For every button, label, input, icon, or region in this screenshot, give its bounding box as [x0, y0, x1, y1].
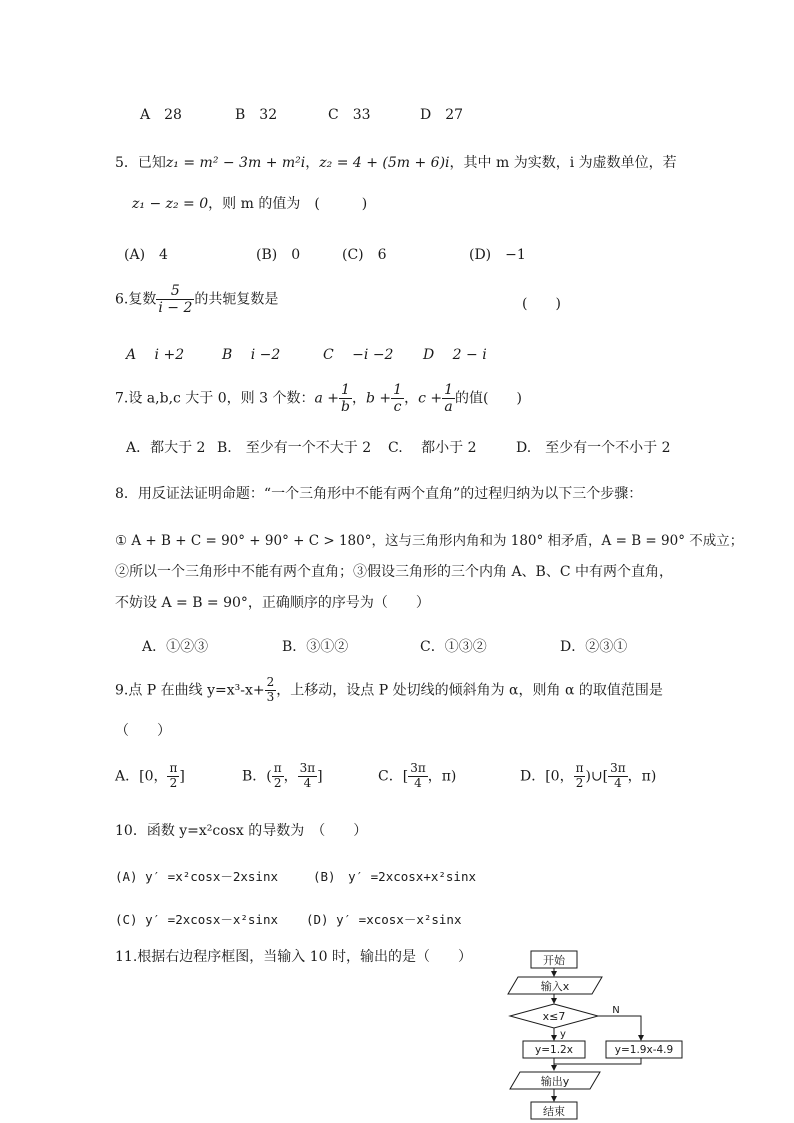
q7-term-a: a +	[314, 390, 340, 407]
flow-end-label: 结束	[543, 1105, 565, 1118]
q9-option-d	[520, 762, 656, 791]
q6-options	[0, 344, 794, 364]
q5-option-c: (C) 6	[342, 247, 387, 263]
q7-term-c: c +	[418, 390, 443, 407]
q9-option-a-frac-den: 2	[169, 775, 178, 790]
q7-frac-a	[339, 382, 352, 415]
q8-line1: ① A + B + C = 90° + 90° + C > 180°，这与三角形内角和为 180° 相矛盾，A = B = 90° 不成立；	[115, 533, 744, 549]
q5-z1: z₁ = m² − 3m + m²i	[165, 155, 306, 171]
q7-option-a: A．都大于 2	[126, 440, 206, 456]
q9-option-b-frac2-num: 3π	[299, 761, 316, 775]
q5-option-d: (D) −1	[469, 247, 526, 263]
q5-text-mid: ，其中 m 为实数，i 为虚数单位，若	[449, 155, 677, 171]
q9-option-d-union: )∪[	[585, 768, 609, 785]
q6-option-b: B i −2	[222, 347, 281, 363]
q7-stem: 7.设 a,b,c 大于 0，则 3 个数：a + $\frac{1}{b}$ ，b + $\frac{1}{c}$ ，c + $\frac{1}{a}$ 的值( )	[115, 382, 522, 416]
q9-option-d-frac2	[608, 762, 628, 791]
q9-option-b-open: B．(	[242, 768, 272, 785]
q5-condition-line	[132, 193, 367, 213]
q9-option-c-frac	[408, 762, 428, 791]
flow-right-process-label: y=1.9x-4.9	[614, 1044, 674, 1056]
q8-options	[0, 636, 794, 656]
q10-stem: 10．函数 y=x²cosx 的导数为 （ ）	[115, 823, 368, 839]
q7-option-c: C. 都小于 2	[388, 440, 477, 456]
flow-yes-label: y	[560, 1029, 566, 1040]
q11-stem: 11.根据右边程序框图，当输入 10 时，输出的是（ ）	[115, 949, 472, 965]
q4-option-c: C 33	[328, 107, 371, 123]
flow-condition-label: x≤7	[542, 1010, 566, 1023]
q9-option-d-frac2-den: 4	[614, 775, 622, 790]
flow-input-label: 输入x	[540, 980, 570, 993]
q9-option-d-frac2-num: 3π	[610, 761, 626, 775]
q9-option-a-close: ]	[179, 768, 185, 785]
q10-option-b: (B) y′ =2xcosx+x²sinx	[313, 869, 477, 884]
q9-option-a-frac-num: π	[169, 761, 178, 775]
q9-option-d-close: ，π)	[627, 768, 657, 785]
q9-paren: （ ）	[115, 723, 171, 739]
q7-frac-c-num: 1	[444, 382, 454, 398]
q9-option-a-frac	[167, 762, 179, 791]
q6-paren: ( )	[522, 296, 561, 312]
q5-text-end: ，则 m 的值为 ( )	[208, 196, 368, 212]
q9-option-d-open: D．[0，	[520, 768, 574, 785]
q4-option-d: D 27	[420, 107, 464, 123]
q5-prefix: 5．已知	[115, 155, 166, 171]
q5-option-a: (A) 4	[124, 247, 168, 263]
q9-option-c-close: ，π)	[427, 768, 457, 785]
q8-option-b: B．③①②	[282, 639, 349, 655]
q7-frac-c	[442, 382, 455, 415]
q9-option-b-frac2-den: 4	[303, 775, 312, 790]
q4-option-a: A 28	[140, 107, 182, 123]
q7-suffix: 的值( )	[455, 390, 522, 407]
flow-start-label: 开始	[543, 954, 565, 967]
q9-stem-frac-num: 2	[266, 675, 275, 689]
q6-option-a: A i +2	[126, 347, 185, 363]
q9-option-c-open: C．[	[378, 768, 409, 785]
q7-frac-b-den: c	[393, 399, 402, 416]
q9-option-b	[242, 762, 323, 791]
q7-prefix: 7.设 a,b,c 大于 0，则 3 个数：	[115, 390, 315, 407]
q9-option-b-frac1	[272, 762, 284, 791]
q5-option-b: (B) 0	[256, 247, 301, 263]
q7-frac-a-num: 1	[339, 382, 352, 399]
q8-stem: 8．用反证法证明命题：“一个三角形中不能有两个直角”的过程归纳为以下三个步骤：	[115, 486, 643, 502]
q9-option-b-frac1-den: 2	[273, 775, 282, 790]
q9-option-b-frac1-num: π	[273, 761, 282, 775]
q9-option-a	[115, 762, 185, 791]
q6-fraction	[156, 283, 194, 316]
q7-option-d: D. 至少有一个不小于 2	[516, 440, 671, 456]
q6-prefix: 6.复数	[115, 291, 157, 308]
q8-line2: ②所以一个三角形中不能有两个直角；③假设三角形的三个内角 A、B、C 中有两个直角，	[115, 564, 674, 580]
q9-option-a-open: A．[0，	[115, 768, 168, 785]
q8-line3: 不妨设 A = B = 90°，正确顺序的序号为（ ）	[115, 595, 430, 611]
q6-suffix: 的共轭复数是	[194, 291, 279, 308]
q10-option-c: (C) y′ =2xcosx－x²sinx	[115, 912, 279, 927]
q5-stem: 5．已知z₁ = m² − 3m + m²i，z₂ = 4 + (5m + 6)i，其中 m 为实数，i 为虚数单位，若	[115, 155, 677, 171]
q9-option-d-frac1-den: 2	[575, 775, 584, 790]
q5-options	[0, 244, 794, 264]
q9-option-b-close: ]	[317, 768, 323, 785]
q7-frac-b	[391, 382, 404, 415]
q7-options	[0, 437, 794, 457]
q6-option-d: D 2 − i	[423, 347, 487, 363]
q11-flowchart	[500, 946, 700, 1122]
q6-stem	[115, 283, 278, 316]
q9-option-d-frac1-num: π	[575, 761, 584, 775]
flow-left-process-label: y=1.2x	[535, 1044, 573, 1056]
q7-frac-c-den: a	[444, 399, 453, 416]
q7-option-b: B. 至少有一个不大于 2	[217, 440, 372, 456]
q5-condition: z₁ − z₂ = 0	[132, 196, 209, 212]
q9-stem-a: 9.点 P 在曲线 y=x³-x+	[115, 682, 265, 699]
q9-option-d-frac1	[574, 762, 586, 791]
q9-option-b-sep: ，	[283, 768, 298, 785]
q9-option-c-frac-num: 3π	[410, 761, 426, 775]
q7-term-b: b +	[365, 390, 392, 407]
q7-frac-a-den: b	[341, 399, 350, 416]
q9-stem-frac-den: 3	[266, 689, 275, 704]
q6-frac-den: i − 2	[158, 300, 193, 317]
q9-option-c-frac-den: 4	[414, 775, 422, 790]
q4-option-b: B 32	[235, 107, 278, 123]
q8-option-d: D．②③①	[560, 639, 628, 655]
q7-frac-b-num: 1	[393, 382, 403, 398]
q6-frac-num: 5	[156, 283, 194, 300]
q8-option-c: C．①③②	[420, 639, 487, 655]
q10-option-d: (D) y′ =xcosx－x²sinx	[306, 912, 462, 927]
q4-options	[0, 104, 794, 124]
q10-option-a: (A) y′ =x²cosx－2xsinx	[115, 869, 279, 884]
q6-option-c: C −i −2	[323, 347, 394, 363]
q9-stem-b: ，上移动，设点 P 处切线的倾斜角为 α，则角 α 的取值范围是	[276, 682, 663, 699]
q9-option-b-frac2	[298, 762, 318, 791]
flow-output-label: 输出y	[540, 1075, 570, 1088]
q5-z2: z₂ = 4 + (5m + 6)i	[319, 155, 450, 171]
q9-option-c	[378, 762, 456, 791]
q8-option-a: A．①②③	[142, 639, 209, 655]
q9-stem-frac	[265, 676, 277, 705]
flow-no-label: N	[612, 1005, 620, 1016]
q9-stem	[115, 676, 663, 705]
